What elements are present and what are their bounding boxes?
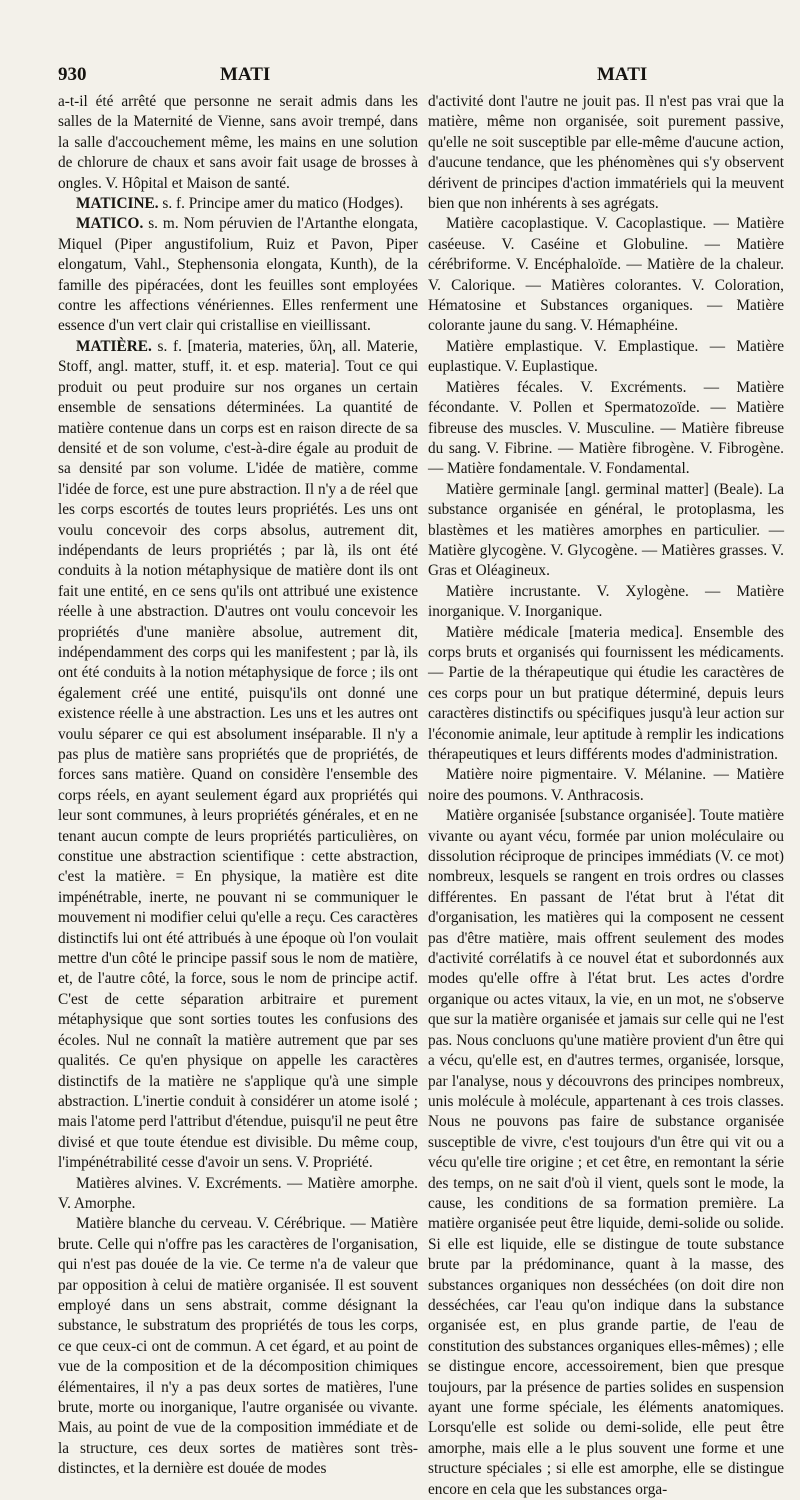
paragraph: Matière incrustante. V. Xylogène. — Matière inorganique. V. Inorganique. [428, 582, 784, 621]
right-headword: MATI [597, 64, 648, 85]
entry-headword: MATICINE. [76, 195, 159, 213]
page-number: 930 [58, 64, 87, 85]
left-headword: MATI [220, 64, 271, 85]
paragraph: Matière cacoplastique. V. Cacoplastique. — Matière caséeuse. V. Caséine et Globuline. — Matière cérébriforme. V. Encéphaloïde. — Matière de la chaleur. V. Calorique. — Matières colorantes. V. Coloration, Hématosine et Substances organiques. — Matière colorante jaune du sang. V. Hémaphéine. [428, 215, 784, 335]
paragraph: Matières alvines. V. Excréments. — Matière amorphe. V. Amorphe. [58, 1174, 418, 1212]
entry-body: s. f. Principe amer du matico (Hodges). [158, 195, 404, 213]
entry-maticine [58, 194, 418, 214]
entry-matiere [58, 337, 418, 1174]
left-column [58, 92, 418, 1478]
paragraph: Matières fécales. V. Excréments. — Matière fécondante. V. Pollen et Spermatozoïde. — Matière fibreuse des muscles. V. Musculine. — Matière fibreuse du sang. V. Fibrine. — Matière fibrogène. V. Fibrogène. — Matière fondamentale. V. Fondamental. [428, 378, 784, 478]
entry-headword: MATIÈRE. [76, 337, 152, 355]
paragraph: Matière médicale [materia medica]. Ensemble des corps bruts et organisés qui fournissent les médicaments. — Partie de la thérapeutique qui étudie les caractères de ces corps pour un but pratique déterminé, depuis leurs caractères distinctifs ou spécifiques jusqu'à leur action sur l'économie animale, leur aptitude à remplir les indications thérapeutiques et leurs différents modes d'administration. [428, 623, 784, 763]
entry-headword: MATICO. [76, 215, 144, 233]
paragraph: Matière blanche du cerveau. V. Cérébrique. — Matière brute. Celle qui n'offre pas les caractères de l'organisation, qui n'est pas douée de la vie. Ce terme n'a de valeur que par opposition à celui de matière organisée. Il est souvent employé dans un sens abstrait, comme désignant la substance, le substratum des propriétés de tous les corps, ce que ceux-ci ont de commun. A cet égard, et au point de vue de la composition et de la décomposition chimiques élémentaires, il n'y a pas deux sortes de matières, l'une brute, morte ou inorganique, l'autre organisée ou vivante. Mais, au point de vue de la composition immédiate et de la structure, ces deux sortes de matières sont très-distinctes, et la dernière est douée de modes [58, 1215, 418, 1478]
paragraph: Matière germinale [angl. germinal matter] (Beale). La substance organisée en général, le protoplasma, les blastèmes et les matières amorphes en particulier. — Matière glycogène. V. Glycogène. — Matières grasses. V. Gras et Oléagineux. [428, 480, 784, 580]
entry-body: s. m. Nom péruvien de l'Artanthe elongata, Miquel (Piper angustifolium, Ruiz et Pavon, Piper elongatum, Vahl., Stephensonia elongata, Kunth), de la famille des pipéracées, dont les feuilles sont employées contre les affections vénériennes. Elles renferment une essence d'un vert clair qui cristallise en vieillissant. [58, 215, 418, 335]
paragraph: a-t-il été arrêté que personne ne serait admis dans les salles de la Maternité de Vienne, sans avoir trempé, dans la salle d'accouchement même, les mains en une solution de chlorure de chaux et sans avoir fait usage de brosses à ongles. V. Hôpital et Maison de santé. [58, 93, 418, 192]
paragraph: Matière organisée [substance organisée]. Toute matière vivante ou ayant vécu, formée par union moléculaire ou dissolution réciproque de principes immédiats (V. ce mot) nombreux, lesquels se rangent en trois ordres ou classes différentes. En passant de l'état brut à l'état dit d'organisation, les matières qui la composent ne cessent pas d'être matière, mais offrent seulement des modes d'activité corrélatifs à ce nouvel état et subordonnés aux modes qu'elle offre à l'état brut. Les actes d'ordre organique ou actes vitaux, la vie, en un mot, ne s'observe que sur la matière organisée et jamais sur celle qui ne l'est pas. Nous concluons qu'une matière provient d'un être qui a vécu, qu'elle est, en d'autres termes, organisée, lorsque, par l'analyse, nous y découvrons des principes nombreux, unis molécule à molécule, appartenant à ces trois classes. Nous ne pouvons pas faire de substance organisée susceptible de vivre, c'est toujours d'un être qui vit ou a vécu qu'elle tire origine ; et cet être, en remontant la série des temps, on ne sait d'où il vient, quels sont le mode, la cause, les conditions de sa formation première. La matière organisée peut être liquide, demi-solide ou solide. Si elle est liquide, elle se distingue de toute substance brute par la prédominance, quant à la masse, des substances organiques non desséchées (on doit dire non desséchées, car l'eau qu'on indique dans la substance organisée est, en plus grande partie, de l'eau de constitution des substances organiques elles-mêmes) ; elle se distingue encore, accessoirement, bien que presque toujours, par la présence de parties solides en suspension ayant une forme spéciale, les éléments anatomiques. Lorsqu'elle est solide ou demi-solide, elle peut être amorphe, mais elle a le plus souvent une forme et une structure spéciales ; si elle est amorphe, elle se distingue encore en cela que les substances orga- [428, 807, 784, 1498]
right-column [428, 92, 784, 1498]
paragraph: d'activité dont l'autre ne jouit pas. Il n'est pas vrai que la matière, même non organisée, soit purement passive, qu'elle ne soit susceptible par elle-même d'aucune action, d'aucune tendance, que les phénomènes qui s'y observent dérivent de principes d'action immatériels qui la meuvent bien que non inhérents à ses agrégats. [428, 93, 784, 213]
running-header [0, 64, 800, 92]
entry-matico [58, 214, 418, 336]
paragraph: Matière emplastique. V. Emplastique. — Matière euplastique. V. Euplastique. [428, 337, 784, 376]
paragraph: Matière noire pigmentaire. V. Mélanine. — Matière noire des poumons. V. Anthracosis. [428, 766, 784, 804]
entry-body: s. f. [materia, materies, ὕλη, all. Materie, Stoff, angl. matter, stuff, it. et esp. materia]. Tout ce qui produit ou peut produire sur nos organes un certain ensemble de sensations déterminées. La quantité de matière contenue dans un corps est en raison directe de sa densité et de son volume, c'est-à-dire égale au produit de sa densité par son volume. L'idée de matière, comme l'idée de force, est une pure abstraction. Il n'y a de réel que les corps escortés de toutes leurs propriétés. Les uns ont voulu concevoir des corps absolus, autrement dit, indépendants de leurs propriétés ; par là, ils ont été conduits à la notion métaphysique de matière dont ils ont fait une entité, en ce sens qu'ils ont attribué une existence réelle à une abstraction. D'autres ont voulu concevoir les propriétés d'une manière absolue, autrement dit, indépendamment des corps qui les manifestent ; par là, ils ont été conduits à la notion métaphysique de force ; ils ont également créé une entité, puisqu'ils ont donné une existence réelle à une abstraction. Les uns et les autres ont voulu séparer ce qui est absolument inséparable. Il n'y a pas plus de matière sans propriétés que de propriétés, de forces sans matière. Quand on considère l'ensemble des corps réels, en ayant seulement égard aux propriétés qui leur sont communes, à leurs propriétés générales, et en ne tenant aucun compte de leurs propriétés particulières, on constitue une abstraction scientifique : cette abstraction, c'est la matière. = En physique, la matière est dite impénétrable, inerte, ne pouvant ni se communiquer le mouvement ni modifier celui qu'elle a reçu. Ces caractères distinctifs lui ont été attribués à une époque où l'on voulait mettre d'un côté le principe passif sous le nom de matière, et, de l'autre côté, la force, sous le nom de principe actif. C'est de cette séparation arbitraire et purement métaphysique que sont sorties toutes les confusions des écoles. Nul ne connaît la matière autrement que par ses qualités. Ce qu'en physique on appelle les caractères distinctifs de la matière ne s'applique qu'à une simple abstraction. L'inertie conduit à considérer un atome isolé ; mais l'atome perd l'attribut d'étendue, puisqu'il ne peut être divisé et que toute étendue est divisible. Du même coup, l'impénétrabilité cesse d'avoir un sens. V. Propriété. [58, 337, 418, 1172]
